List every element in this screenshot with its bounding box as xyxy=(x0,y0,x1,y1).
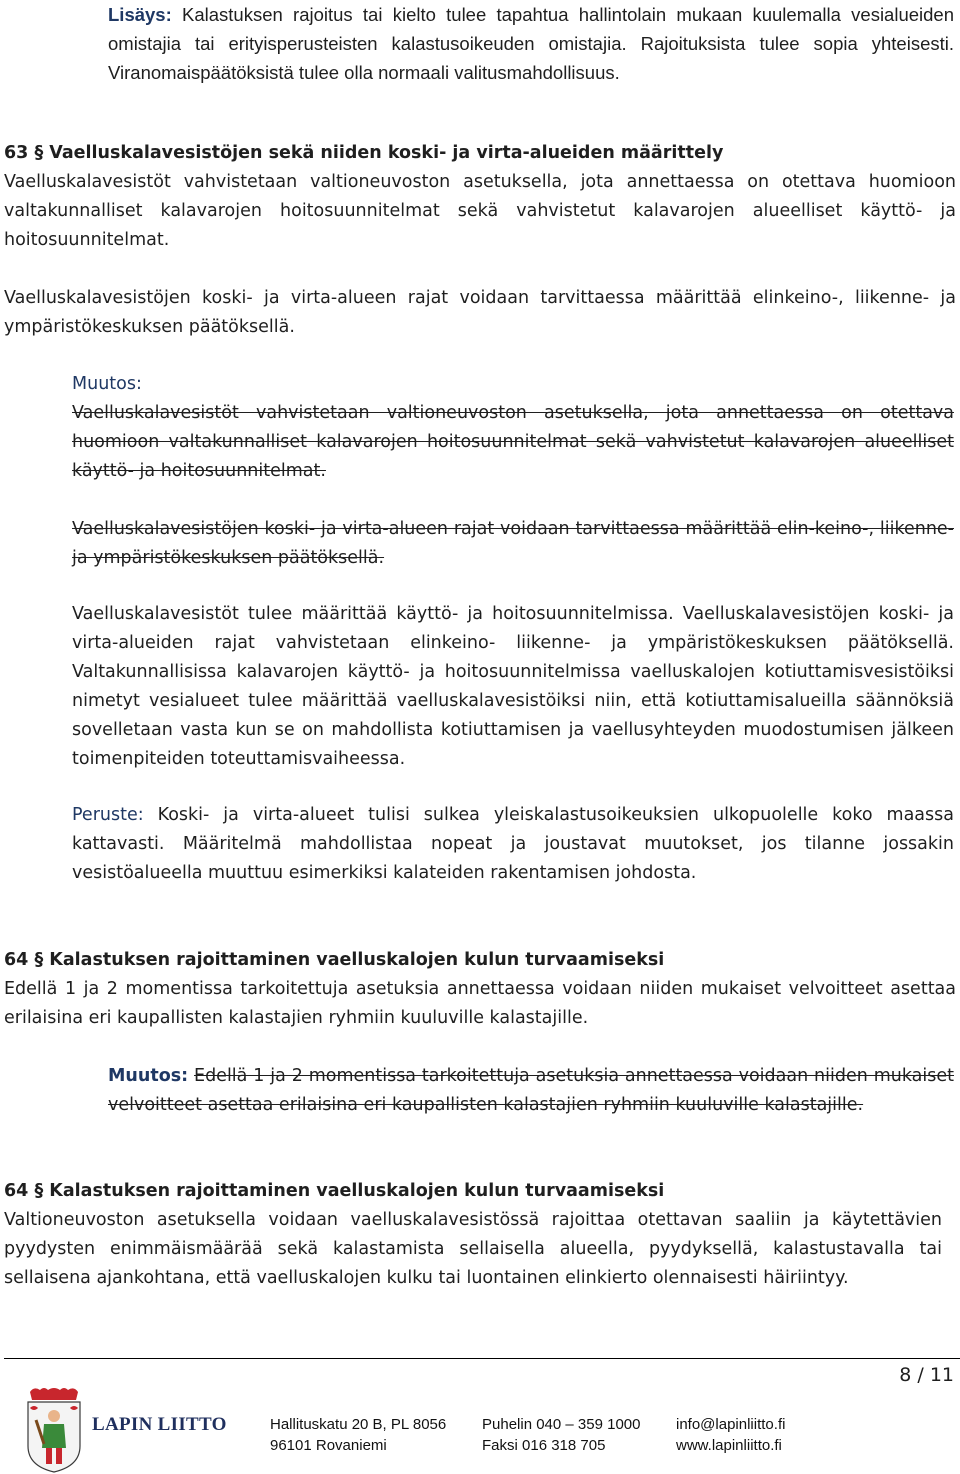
intro-text: Kalastuksen rajoitus tai kielto tulee tapahtua hallintolain mukaan kuulemalla vesialueiden omistajia tai erityisperusteisten kalastusoikeuden omistajia. Rajoituksista tulee sopia yhteisesti. Viranomaispäätöksistä tulee olla normaali valitusmahdollisuus. xyxy=(108,4,955,83)
intro-label: Lisäys: xyxy=(108,4,172,25)
footer-web-link[interactable]: www.lapinliitto.fi xyxy=(676,1437,782,1454)
footer xyxy=(0,1384,960,1474)
section-64-paragraph-a: Edellä 1 ja 2 momentissa tarkoitettuja asetuksia annettaessa voidaan niiden mukaiset velvoitteet asettaa erilaisina eri kaupallisten kalastajien ryhmiin kuuluville kalastajille. xyxy=(4,979,956,1028)
section-64-heading-b: 64 § Kalastuksen rajoittaminen vaelluskalojen kulun turvaamiseksi xyxy=(4,1181,665,1201)
section-64-muutos xyxy=(108,1062,954,1120)
section-64-struck: Edellä 1 ja 2 momentissa tarkoitettuja asetuksia annettaessa voidaan niiden mukaiset velvoitteet asettaa erilaisina eri kaupallisten kalastajien ryhmiin kuuluville kalastajille. xyxy=(108,1066,954,1115)
section-64-heading-a: 64 § Kalastuksen rajoittaminen vaelluskalojen kulun turvaamiseksi xyxy=(4,950,665,970)
footer-email-link[interactable]: info@lapinliitto.fi xyxy=(676,1416,786,1433)
footer-rule xyxy=(4,1358,960,1359)
footer-address: Hallituskatu 20 B, PL 8056 xyxy=(270,1416,447,1433)
lapland-coat-of-arms-icon xyxy=(22,1386,86,1474)
section-63-struck-1: Vaelluskalavesistöt vahvistetaan valtioneuvoston asetuksella, jota annettaessa on otettava huomioon valtakunnalliset kalavarojen hoitosuunnitelmat sekä vahvistetut kalavarojen alueelliset käyttö- ja hoitosuunnitelmat. xyxy=(72,403,954,481)
footer-fax: Faksi 016 318 705 xyxy=(482,1437,606,1454)
section-63-heading: 63 § Vaelluskalavesistöjen sekä niiden koski- ja virta-alueiden määrittely xyxy=(4,143,724,163)
section-63-peruste-label: Peruste: xyxy=(72,805,144,825)
footer-phone-col xyxy=(482,1414,640,1456)
section-64-block-b xyxy=(4,1177,942,1293)
footer-contact-col xyxy=(676,1414,785,1456)
footer-city: 96101 Rovaniemi xyxy=(270,1437,387,1454)
section-63-struck-2: Vaelluskalavesistöjen koski- ja virta-alueen rajat voidaan tarvittaessa määrittää elin-keino-, liikenne- ja ympäristökeskuksen päätöksellä. xyxy=(72,519,954,568)
footer-address-col xyxy=(270,1414,446,1456)
section-63-paragraph-2: Vaelluskalavesistöjen koski- ja virta-alueen rajat voidaan tarvittaessa määrittää elinkeino-, liikenne- ja ympäristökeskuksen päätöksellä. xyxy=(4,288,956,337)
section-64-muutos-label: Muutos: xyxy=(108,1066,189,1086)
section-64-paragraph-b: Valtioneuvoston asetuksella voidaan vaelluskalavesistössä rajoittaa otettavan saaliin ja käytettävien pyydysten enimmäismäärää sekä kalastamista sellaisella alueella, pyydyksellä, kalastustavalla tai sellaisena ajankohtana, että vaelluskalojen kulku tai luontainen elinkierto olennaisesti häiriintyy. xyxy=(4,1210,942,1288)
section-63-paragraph-1: Vaelluskalavesistöt vahvistetaan valtioneuvoston asetuksella, jota annettaessa on otettava huomioon valtakunnalliset kalavarojen hoitosuunnitelmat sekä vahvistetut kalavarojen alueelliset käyttö- ja hoitosuunnitelmat. xyxy=(4,172,956,250)
footer-phone: Puhelin 040 – 359 1000 xyxy=(482,1416,641,1433)
section-63-block xyxy=(4,139,956,255)
section-63-peruste-text: Koski- ja virta-alueet tulisi sulkea yleiskalastusoikeuksien ulkopuolelle koko maassa kattavasti. Määritelmä mahdollistaa nopeat ja joustavat muutokset, jos tilanne jossakin vesistöalueella muuttuu esimerkiksi kalateiden rakentamisen johdosta. xyxy=(72,805,954,883)
footer-org-name: LAPIN LIITTO xyxy=(92,1414,227,1435)
page-number: 8 / 11 xyxy=(899,1364,954,1386)
section-64-block-a xyxy=(4,946,956,1033)
section-63-new-text: Vaelluskalavesistöt tulee määrittää käyttö- ja hoitosuunnitelmissa. Vaelluskalavesistöjen koski- ja virta-alueiden rajat vahvistetaan elinkeino- liikenne- ja ympäristökeskuksen päätöksellä. Valtakunnallisissa kalavarojen käyttö- ja hoitosuunnitelmissa vaelluskalojen kotiuttamisvesistöiksi nimetyt vesialueet tulee määrittää vaelluskalavesistöiksi niin, että kotiuttamisalueilla säännöksiä sovelletaan vasta kun se on mahdollista kotiuttamisen ja vaellusyhteyden muodostumisen jälkeen toimenpiteiden toteuttamisvaiheessa. xyxy=(72,604,954,769)
section-63-muutos-label: Muutos: xyxy=(72,374,142,394)
intro-paragraph xyxy=(108,0,954,87)
section-63-peruste xyxy=(72,801,954,888)
